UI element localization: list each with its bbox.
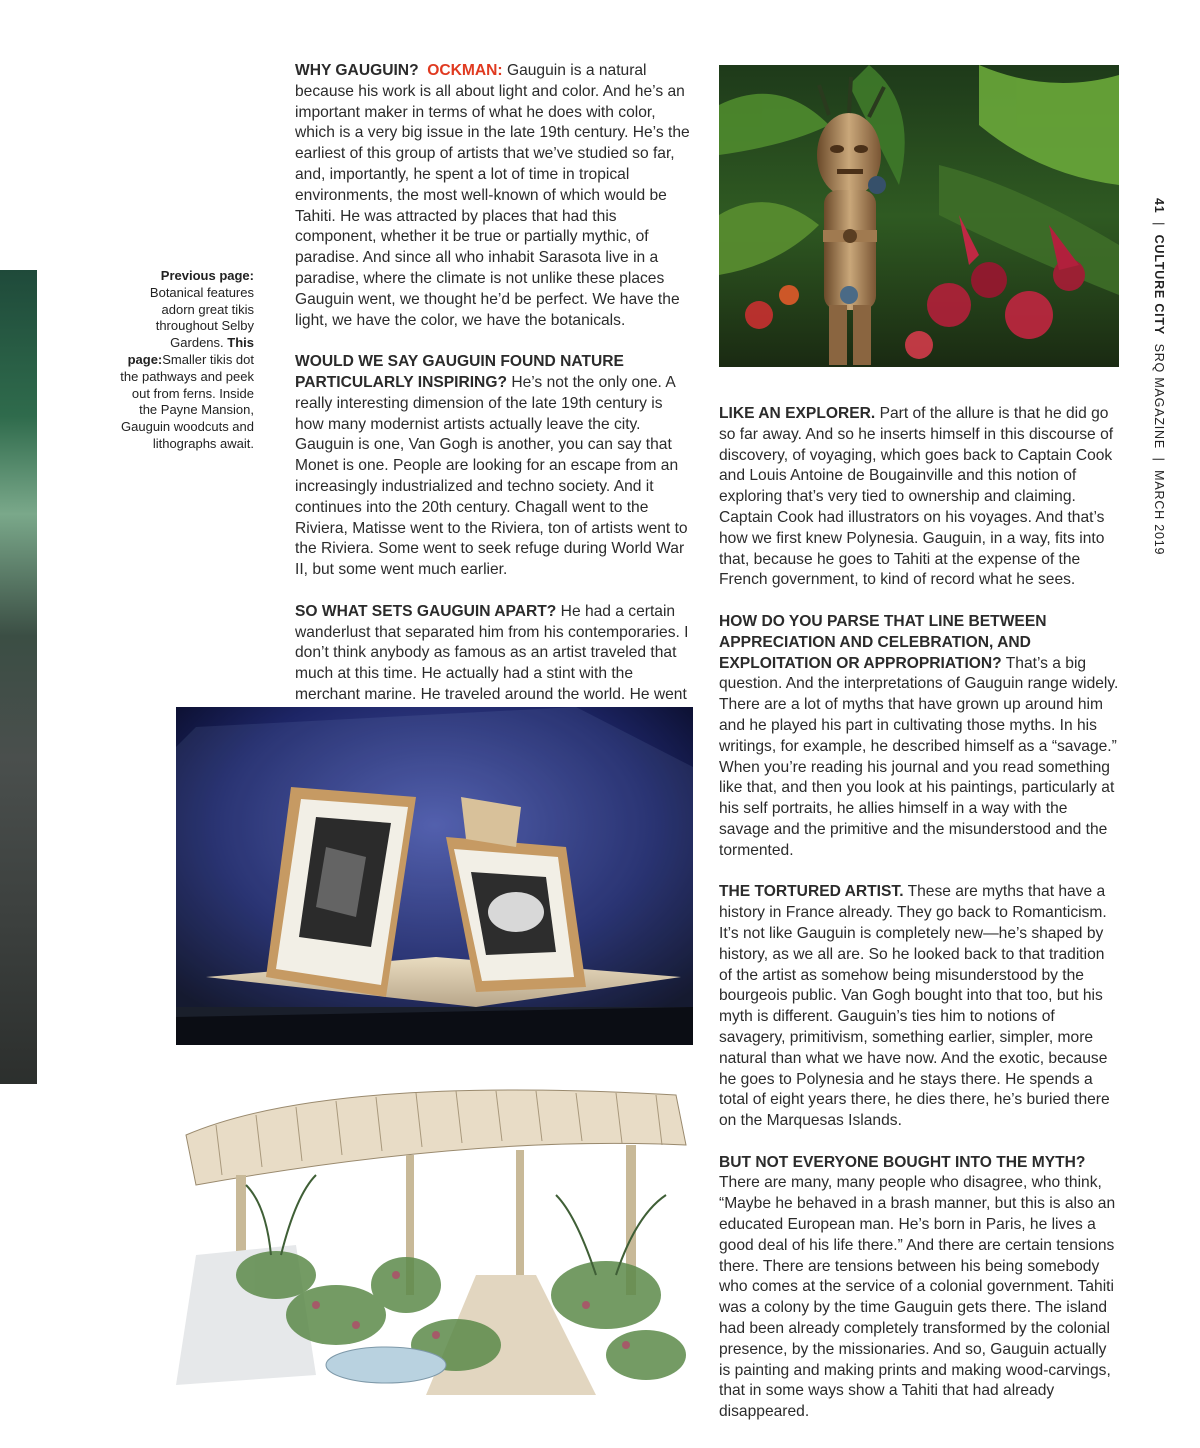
question-heading: THE TORTURED ARTIST. [719, 883, 904, 901]
caption-this-text: Smaller tikis dot the pathways and peek out from ferns. Inside the Payne Mansion, Gauguin woodcuts and lithographs await. [120, 351, 254, 451]
page-number: 41 [1152, 198, 1166, 214]
speaker-name: OCKMAN: [427, 62, 503, 79]
running-head [1150, 198, 1170, 556]
answer-text: Part of the allure is that he did go so far away. And so he inserts himself in this discourse of discovery, of voyaging, which goes back to Captain Cook and Louis Antoine de Bougainville and this notion of exploring that’s very tied to ownership and claiming. Captain Cook had illustrators on his voyages. And that’s how we first knew Polynesia. Gauguin, in a way, fits into that, because he goes to Tahiti at the expense of the French government, to kind of record what he sees. [719, 405, 1114, 589]
caption-previous-label: Previous page: [160, 268, 254, 283]
photo-caption [120, 268, 254, 453]
article-column-left [295, 61, 695, 747]
answer-text: He had a certain wanderlust that separated him from his contemporaries. I don’t think anybody as famous as an artist traveled that much at this time. He actually had a stint with the merchant marine. He traveled around the world. He went [295, 602, 689, 703]
answer-text: There are many, many people who disagree, who think, “Maybe he behaved in a brash manner, but this is also an educated European man. He’s born in Paris, he lives a good deal of his life there.” And there are certain tensions there. There are tensions between his being somebody who comes at the service of a colonial government. Tahiti was a colony by the time Gauguin gets there. The island had been already completely transformed by the colonial presence, by the missionaries. And so, Gauguin actually is painting and making prints and making wood-carvings, that in some ways show a Tahiti that had already disappeared. [719, 1174, 1116, 1421]
article-column-right [719, 404, 1119, 1444]
separator: | [1152, 222, 1166, 227]
caption-previous-text: Botanical features adorn great tikis throughout Selby Gardens. [149, 284, 254, 351]
qa-paragraph [719, 882, 1119, 1132]
garden-pavilion-sketch [176, 1075, 693, 1400]
question-heading: WHY GAUGUIN? [295, 62, 419, 79]
answer-text: Gauguin is a natural because his work is all about light and color. And he’s an important maker in terms of what he does with color, which is a very big issue in the late 19th century. He’s the earliest of this group of artists that we’ve studied so far, and, importantly, he spent a lot of time in tropical environments, the most well-known of which would be Tahiti. He was attracted by places that had this component, whether it be true or partially mythic, of paradise. And since all who inhabit Sarasota live in a paradise, where the climate is not unlike these places Gauguin went, we thought he’d be perfect. We have the light, we have the color, we have the botanicals. [295, 62, 690, 329]
question-heading: LIKE AN EXPLORER. [719, 405, 876, 422]
previous-page-photo-edge [0, 270, 37, 1084]
publication-name: SRQ MAGAZINE [1152, 343, 1166, 450]
question-heading: BUT NOT EVERYONE BOUGHT INTO THE MYTH? [719, 1153, 1086, 1171]
qa-paragraph [295, 61, 695, 331]
question-heading: SO WHAT SETS GAUGUIN APART? [295, 602, 557, 620]
section-name: CULTURE CITY [1152, 234, 1166, 336]
answer-text: These are myths that have a history in France already. They go back to Romanticism. It’s not like Gauguin is completely new—he’s shaped by history, as we all are. So he looked back to that tradition of the artist as somehow being misunderstood by the bourgeois public. Van Gogh bought into that too, but his myth is different. Gauguin’s ties him to notions of savagery, primitivism, something earlier, simpler, more natural than what we have now. And the exotic, because he goes to Polynesia and he stays there. He spends a total of eight years there, he dies there, he’s buried there on the Marquesas Islands. [719, 883, 1110, 1130]
question-heading: HOW DO YOU PARSE THAT LINE BETWEEN APPRECIATION AND CELEBRATION, AND EXPLOITATION OR APPROPRIATION? [719, 612, 1047, 672]
gallery-display-case-photo [176, 707, 693, 1045]
qa-paragraph [295, 352, 695, 581]
qa-paragraph [719, 1153, 1119, 1423]
separator: | [1152, 457, 1166, 462]
qa-paragraph [719, 612, 1119, 862]
caption-this-label: This page: [127, 335, 254, 367]
question-heading: WOULD WE SAY GAUGUIN FOUND NATURE PARTICULARLY INSPIRING? [295, 353, 624, 391]
answer-text: That’s a big question. And the interpretations of Gauguin range widely. There are a lot of myths that have grown up around him and he played his part in cultivating those myths. In his writings, for example, he described himself as a “savage.” When you’re reading his journal and you read something like that, and then you look at his paintings, particularly at his self portraits, he allies himself in a way with the savage and the primitive and the misunderstood and the tormented. [719, 654, 1119, 859]
answer-text: He’s not the only one. A really interesting dimension of the late 19th century is how many modernist artists actually leave the city. Gauguin is one, Van Gogh is another, you can say that Monet is one. People are looking for an escape from an increasingly industrialized and techno society. And it continues into the 20th century. Chagall went to the Riviera, Matisse went to the Riviera, ton of artists went to the Riviera. Some went to seek refuge during World War II, but some went much earlier. [295, 373, 688, 579]
tiki-garden-photo [719, 65, 1119, 367]
issue-date: MARCH 2019 [1152, 470, 1166, 556]
qa-paragraph [719, 404, 1119, 591]
